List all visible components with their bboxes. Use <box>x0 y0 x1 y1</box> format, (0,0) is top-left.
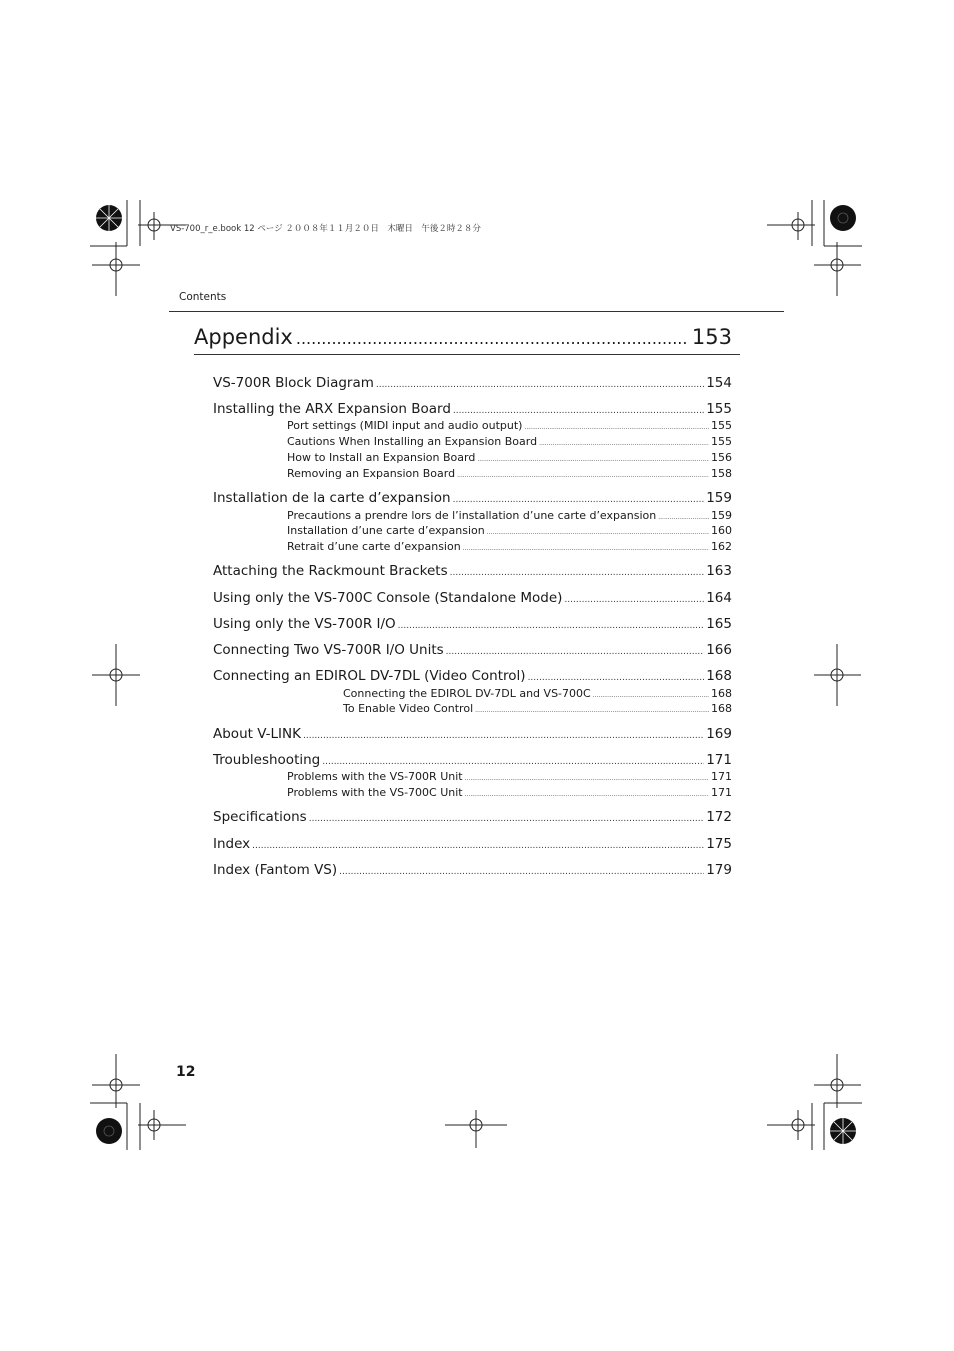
leader-dots <box>453 491 705 509</box>
leader-dots <box>457 469 709 483</box>
toc-entry-label: Removing an Expansion Board <box>287 467 456 480</box>
toc-entry-label: Using only the VS-700R I/O <box>213 616 396 632</box>
toc-entry[interactable] <box>213 615 732 635</box>
toc-entry[interactable] <box>287 509 732 525</box>
leader-dots <box>658 511 709 525</box>
leader-dots <box>322 753 704 771</box>
leader-dots <box>524 421 709 435</box>
toc-entry-page: 166 <box>706 642 732 658</box>
page-number: 12 <box>176 1064 196 1080</box>
toc-entry[interactable] <box>343 687 732 703</box>
leader-dots <box>465 788 709 802</box>
toc-entry-page: 172 <box>706 809 732 825</box>
toc-entry[interactable] <box>213 589 732 609</box>
toc-entry-label: Port settings (MIDI input and audio output) <box>287 419 523 432</box>
toc-entry-page: 155 <box>711 419 732 432</box>
leader-dots <box>398 617 705 635</box>
leader-dots <box>477 453 709 467</box>
leader-dots <box>593 689 709 703</box>
toc-entry-label: Connecting Two VS-700R I/O Units <box>213 642 444 658</box>
leader-dots <box>487 526 709 540</box>
toc-entry-label: To Enable Video Control <box>343 702 474 715</box>
toc-entry[interactable] <box>213 374 732 394</box>
toc-entry-label: Installation de la carte d’expansion <box>213 490 451 506</box>
toc-entry-label: Specifications <box>213 809 307 825</box>
leader-dots <box>465 772 709 786</box>
toc-entry-label: Cautions When Installing an Expansion Board <box>287 435 538 448</box>
toc-entry[interactable] <box>287 435 732 451</box>
toc-entry[interactable] <box>213 667 732 687</box>
toc-entry[interactable] <box>287 770 732 786</box>
leader-dots <box>463 542 709 556</box>
toc-entry[interactable] <box>213 861 732 881</box>
toc-entry[interactable] <box>213 835 732 855</box>
toc-entry[interactable] <box>213 562 732 582</box>
toc-entry-page: 156 <box>711 451 732 464</box>
toc-entry-label: Attaching the Rackmount Brackets <box>213 563 448 579</box>
toc-entry-page: 159 <box>706 490 732 506</box>
toc-entry[interactable] <box>287 540 732 556</box>
toc-entry[interactable] <box>287 419 732 435</box>
leader-dots <box>309 810 705 828</box>
toc-entry-page: 168 <box>706 668 732 684</box>
toc-entry[interactable] <box>287 451 732 467</box>
leader-dots <box>303 727 704 745</box>
leader-dots <box>564 591 704 609</box>
toc-entry[interactable] <box>287 786 732 802</box>
leader-dots <box>539 437 709 451</box>
toc-entry[interactable] <box>213 400 732 420</box>
toc-entry-page: 160 <box>711 524 732 537</box>
toc-entry[interactable] <box>343 702 732 718</box>
print-header: VS-700_r_e.book 12 ページ ２００８年１１月２０日 木曜日 午後２時２８分 <box>170 224 481 234</box>
leader-dots <box>376 376 704 394</box>
toc-entry-label: How to Install an Expansion Board <box>287 451 476 464</box>
leader-dots <box>252 837 704 855</box>
leader-dots <box>339 863 704 881</box>
toc-entry[interactable] <box>213 751 732 771</box>
toc-entry-label: Index <box>213 836 251 852</box>
toc-entry[interactable] <box>213 725 732 745</box>
toc-entry-page: 175 <box>706 836 732 852</box>
toc-entry-label: Connecting an EDIROL DV-7DL (Video Control) <box>213 668 526 684</box>
toc-entry-page: 168 <box>711 702 732 715</box>
toc-entry-label: Problems with the VS-700R Unit <box>287 770 463 783</box>
toc-entry[interactable] <box>213 808 732 828</box>
running-header: Contents <box>179 291 227 303</box>
chapter-page: 153 <box>691 325 732 349</box>
chapter-title: Appendix <box>194 325 293 349</box>
toc-entry[interactable] <box>287 524 732 540</box>
leader-dots <box>453 402 704 420</box>
toc-entry-page: 162 <box>711 540 732 553</box>
leader-dots <box>446 643 705 661</box>
toc-entry-page: 168 <box>711 687 732 700</box>
toc-entry-page: 171 <box>711 770 732 783</box>
leader-dots <box>475 704 709 718</box>
toc-entry-page: 169 <box>706 726 732 742</box>
leader-dots <box>450 564 705 582</box>
toc-entry-label: Index (Fantom VS) <box>213 862 338 878</box>
toc-entry-label: Using only the VS-700C Console (Standalone Mode) <box>213 590 563 606</box>
toc-entry-page: 158 <box>711 467 732 480</box>
toc-entry[interactable] <box>287 467 732 483</box>
toc-entry-page: 171 <box>711 786 732 799</box>
toc-entry-page: 154 <box>706 375 732 391</box>
toc-entry-label: Installing the ARX Expansion Board <box>213 401 451 417</box>
toc-entry-label: Installation d’une carte d’expansion <box>287 524 485 537</box>
toc-entry-label: Troubleshooting <box>213 752 321 768</box>
toc-entry[interactable] <box>213 489 732 509</box>
toc-entry-page: 171 <box>706 752 732 768</box>
toc-entry-page: 155 <box>706 401 732 417</box>
toc-entry-page: 159 <box>711 509 732 522</box>
toc-entry-label: About V-LINK <box>213 726 301 742</box>
toc-entry-page: 155 <box>711 435 732 448</box>
toc-entry-label: Connecting the EDIROL DV-7DL and VS-700C <box>343 687 591 700</box>
toc-entry-label: VS-700R Block Diagram <box>213 375 374 391</box>
toc-entry-label: Precautions a prendre lors de l’installation d’une carte d’expansion <box>287 509 657 522</box>
toc-entry-label: Problems with the VS-700C Unit <box>287 786 463 799</box>
toc-entry-label: Retrait d’une carte d’expansion <box>287 540 461 553</box>
toc-entry-page: 164 <box>706 590 732 606</box>
toc-entry[interactable] <box>213 641 732 661</box>
toc-entry-page: 165 <box>706 616 732 632</box>
toc-entry-page: 163 <box>706 563 732 579</box>
leader-dots <box>528 669 705 687</box>
toc-entry-page: 179 <box>706 862 732 878</box>
